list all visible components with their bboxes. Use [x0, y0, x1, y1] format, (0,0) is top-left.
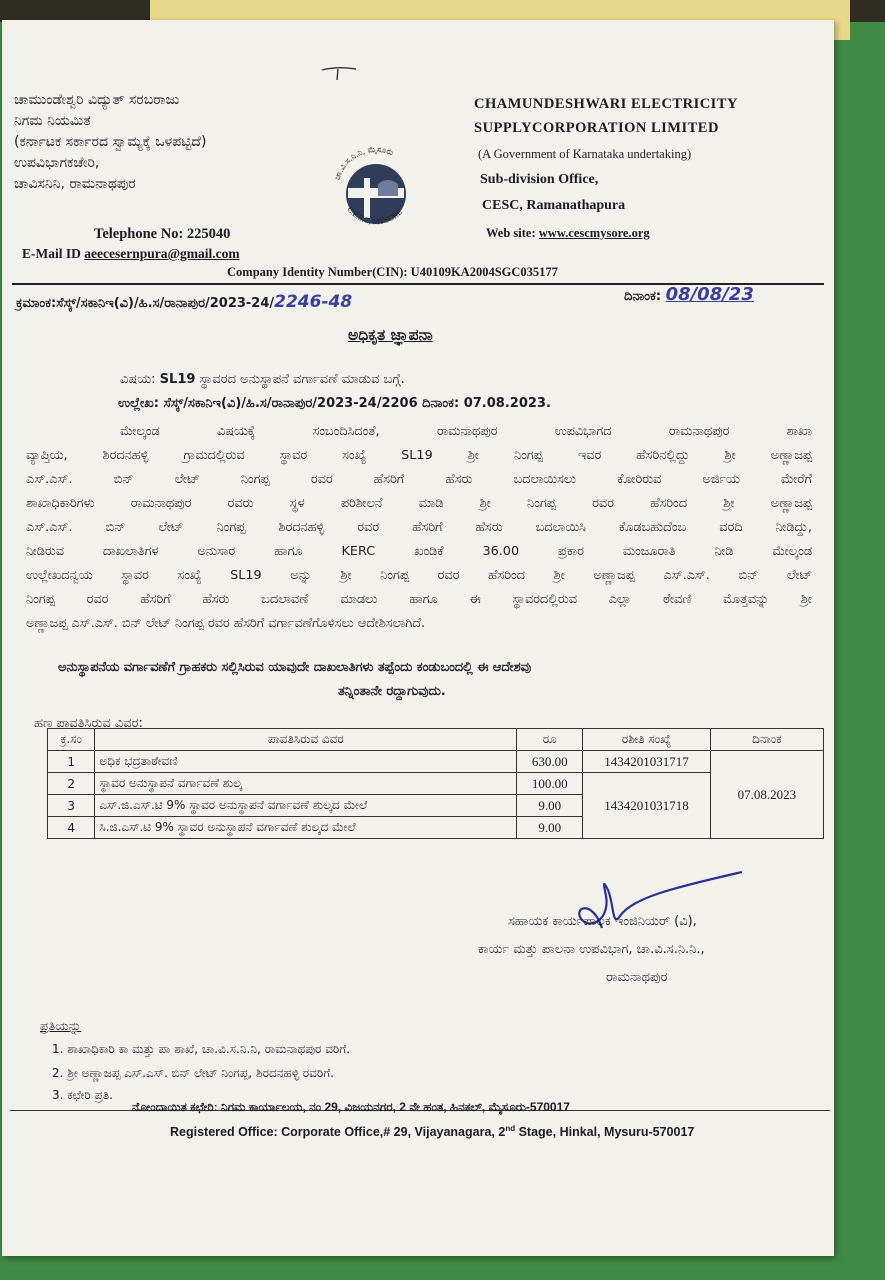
col-header-date: ದಿನಾಂಕ	[710, 729, 823, 751]
cell-sl: 3	[48, 795, 95, 817]
signatory-line-3: ರಾಮನಾಥಪುರ	[606, 970, 668, 985]
cell-amount: 9.00	[517, 795, 583, 817]
header-en-line3: (A Government of Karnataka undertaking)	[478, 147, 692, 161]
body-line: ಉಲ್ಲೇಖದನ್ವಯ ಸ್ಥಾವರ ಸಂಖ್ಯೆ SL19 ಅನ್ನು ಶ್ರೀ ನಿಂಗಪ್ಪ ರವರ ಹೆಸರಿಂದ ಶ್ರೀ ಅಣ್ಣಾಜಪ್ಪ ಎಸ್.ಎಸ್. ಬಿನ್ ಲೇಟ್	[26, 568, 812, 583]
footer-english	[170, 1124, 694, 1139]
body-line: ನೀಡಿರುವ ದಾಖಲಾತಿಗಳ ಅನುಸಾರ ಹಾಗೂ KERC ಖಂಡಿಕೆ 36.00 ಪ್ರಕಾರ ಮಂಜೂರಾತಿ ನೀಡಿ ಮೇಲ್ಕಂಡ	[26, 544, 812, 559]
subject-text: ಸ್ಥಾವರದ ಅನುಸ್ಥಾಪನೆ ವರ್ಗಾವಣೆ ಮಾಡುವ ಬಗ್ಗೆ.	[195, 372, 405, 387]
cell-description: ಸಿ.ಜಿ.ಎಸ್.ಟಿ 9% ಸ್ಥಾವರ ಅನುಸ್ಥಾಪನೆ ವರ್ಗಾವಣೆ ಶುಲ್ಕದ ಮೇಲೆ	[95, 817, 517, 839]
header-kannada	[14, 90, 206, 195]
footer-en-sup: nd	[505, 1124, 516, 1133]
body-line: ನಿಂಗಪ್ಪ ರವರ ಹೆಸರಿಗೆ ಹೆಸರು ಬದಲಾವಣೆ ಮಾಡಲು ಹಾಗೂ ಈ ಸ್ಥಾವರದಲ್ಲಿರುವ ಎಲ್ಲಾ ಠೇವಣಿ ಮೊತ್ತವನ್ನು ಶ್ರೀ	[26, 592, 812, 607]
cin: Company Identity Number(CIN): U40109KA2004SGC035177	[227, 265, 558, 279]
ref-number-handwritten: 2246-48	[274, 292, 353, 312]
website-link[interactable]: www.cescmysore.org	[538, 226, 650, 240]
subject-line	[120, 372, 405, 387]
header-en-line2: SUPPLYCORPORATION LIMITED	[474, 120, 719, 136]
body-line: ಮೇಲ್ಕಂಡ ವಿಷಯಕ್ಕೆ ಸಂಬಂದಿಸಿದಂತೆ, ರಾಮನಾಥಪುರ ಉಪವಿಭಾಗದ ರಾಮನಾಥಪುರ ಶಾಖಾ	[120, 424, 812, 439]
document-title: ಅಧಿಕೃತ ಜ್ಞಾಪನಾ	[348, 326, 433, 344]
body-line: ಅಣ್ಣಾಜಪ್ಪ ಎಸ್.ಎಸ್. ಬಿನ್ ಲೇಟ್ ನಿಂಗಪ್ಪ ರವರ ಹೆಸರಿಗೆ ವರ್ಗಾವಣೆಗೊಳಿಸಲು ಆದೇಶಿಸಲಾಗಿದೆ.	[26, 616, 426, 631]
email-link[interactable]: aeecesernpura@gmail.com	[84, 246, 240, 261]
email-label: E-Mail ID	[22, 246, 85, 261]
copy-to-item: 3. ಕಛೇರಿ ಪ್ರತಿ.	[52, 1088, 113, 1102]
col-header-sl: ಕ್ರ.ಸಂ	[48, 729, 95, 751]
body-paragraph	[26, 420, 812, 636]
cell-amount: 9.00	[517, 817, 583, 839]
copy-to-item: 2. ಶ್ರೀ ಅಣ್ಣಾಜಪ್ಪ ಎಸ್.ಎಸ್. ಬಿನ್ ಲೇಟ್ ನಿಂಗಪ್ಪ, ಶಿರದನಹಳ್ಳಿ ರವರಿಗೆ.	[52, 1066, 334, 1080]
header-kn-line1: ಚಾಮುಂಡೇಶ್ವರಿ ವಿದ್ಯುತ್ ಸರಬರಾಜು	[14, 92, 180, 108]
reference-text: ಸೆಸ್ಕ್/ಸಕಾನಿಇ(ವಿ)/ಹಿ.ಸ/ರಾನಾಪುರ/2023-24/2206 ದಿನಾಂಕ: 07.08.2023.	[163, 396, 551, 411]
header-en-line4: Sub-division Office,	[480, 172, 599, 187]
payment-heading: ಹಣ ಪಾವತಿಸಿರುವ ವಿವರ:	[34, 716, 143, 731]
cell-description: ಸ್ಥಾವರ ಅನುಸ್ಥಾಪನೆ ವರ್ಗಾವಣೆ ಶುಲ್ಕ	[95, 773, 517, 795]
footer-en-part2: Stage, Hinkal, Mysuru-570017	[515, 1125, 695, 1140]
header-kn-line3: (ಕರ್ನಾಟಕ ಸರ್ಕಾರದ ಸ್ವಾಮ್ಯಕ್ಕೆ ಒಳಪಟ್ಟಿದೆ)	[14, 134, 207, 150]
signatory-line-2: ಕಾರ್ಯ ಮತ್ತು ಪಾಲನಾ ಉಪವಿಭಾಗ, ಚಾ.ವಿ.ಸ.ನಿ.ನಿ.,	[478, 942, 705, 957]
header-kn-line5: ಚಾವಿಸನಿನಿ, ರಾಮನಾಥಪುರ	[14, 176, 136, 192]
table-header-row	[48, 729, 824, 751]
cell-date: 07.08.2023	[710, 751, 823, 839]
col-header-amount: ರೂ	[517, 729, 583, 751]
cell-sl: 1	[48, 751, 95, 773]
logo-bottom-text: C.E.S.C, MYSORE	[345, 204, 404, 227]
cesc-logo-icon	[324, 138, 428, 242]
reference-label: ಉಲ್ಲೇಖ:	[118, 396, 164, 411]
body-line: ಎಸ್.ಎಸ್. ಬಿನ್ ಲೇಟ್ ನಿಂಗಪ್ಪ ರವರ ಹೆಸರಿಗೆ ಹೆಸರು ಬದಲಾಯಿಸಲು ಕೋರಿರುವ ಅರ್ಜಿಯ ಮೇರೆಗೆ	[26, 472, 812, 487]
body-line: ವ್ಯಾಪ್ತಿಯ, ಶಿರದನಹಳ್ಳಿ ಗ್ರಾಮದಲ್ಲಿರುವ ಸ್ಥಾವರ ಸಂಖ್ಯೆ SL19 ಶ್ರೀ ನಿಂಗಪ್ಪ ಇವರ ಹೆಸರಿನಲ್ಲಿದ್ದು ಶ್ರೀ ಅಣ್ಣಾಜಪ್ಪ	[26, 448, 812, 463]
email-line	[22, 246, 240, 262]
website-label: Web site:	[486, 226, 539, 240]
document-page	[2, 20, 834, 1256]
subject-installation: SL19	[159, 372, 196, 387]
payment-table	[47, 728, 824, 839]
date-handwritten: 08/08/23	[665, 284, 754, 305]
copy-to-heading: ಪ್ರತಿಯನ್ನು	[40, 1018, 82, 1033]
copy-to-item: 1. ಶಾಖಾಧಿಕಾರಿ ಕಾ ಮತ್ತು ಪಾ ಶಾಖೆ, ಚಾ.ವಿ.ಸ.ನಿ.ನಿ, ರಾಮನಾಥಪುರ ವರಿಗೆ.	[52, 1042, 351, 1056]
ref-label: ಕ್ರಮಾಂಕ:ಸೆಸ್ಕ್/ಸಕಾನಿಇ(ವಿ)/ಹಿ.ಸ/ರಾನಾಪುರ/2023-24/	[16, 296, 275, 311]
cell-description: ಅಧಿಕ ಭದ್ರತಾಠೇವಣಿ	[95, 751, 517, 773]
reference-line	[118, 396, 551, 411]
table-row	[48, 751, 824, 773]
cell-sl: 2	[48, 773, 95, 795]
date-label: ದಿನಾಂಕ:	[624, 289, 662, 304]
reference-number-line	[16, 292, 352, 312]
header-kn-line4: ಉಪವಿಭಾಗಕಚೇರಿ,	[14, 155, 100, 171]
logo-top-text: ಚಾ.ವಿ.ಸ.ನಿ.ನಿ, ಮೈಸೂರು	[332, 144, 395, 182]
header-en-line5: CESC, Ramanathapura	[482, 198, 626, 213]
date-line	[624, 284, 754, 305]
table-row	[48, 773, 824, 795]
pen-mark-icon	[320, 64, 360, 84]
subject-label: ವಿಷಯ:	[120, 372, 160, 387]
footer-kannada: ನೋಂದಾಯಿತ ಕಛೇರಿ: ನಿಗಮ ಕಾರ್ಯಾಲಯ, ನಂ 29, ವಿಜಯನಗರ, 2 ನೇ ಹಂತ, ಹಿನಕಲ್, ಮೈಸೂರು-570017	[132, 1100, 570, 1114]
cell-sl: 4	[48, 817, 95, 839]
body-line: ಎಸ್.ಎಸ್. ಬಿನ್ ಲೇಟ್ ನಿಂಗಪ್ಪ ಶಿರದನಹಳ್ಳಿ ರವರ ಹೆಸರಿಗೆ ಹೆಸರು ಬದಲಾಯಿಸಿ ಕೊಡಬಹುದೆಂಬ ವರದಿ ನೀಡಿದ್ದು,	[26, 520, 812, 535]
body-line: ಶಾಖಾಧಿಕಾರಿಗಳು ರಾಮನಾಥಪುರ ರವರು ಸ್ಥಳ ಪರಿಶೀಲನೆ ಮಾಡಿ ಶ್ರೀ ನಿಂಗಪ್ಪ ರವರ ಹೆಸರಿಂದ ಶ್ರೀ ಅಣ್ಣಾಜಪ್ಪ	[26, 496, 812, 511]
cell-amount: 100.00	[517, 773, 583, 795]
cell-amount: 630.00	[517, 751, 583, 773]
website-line	[486, 226, 650, 241]
cell-description: ಎಸ್.ಜಿ.ಎಸ್.ಟಿ 9% ಸ್ಥಾವರ ಅನುಸ್ಥಾಪನೆ ವರ್ಗಾವಣೆ ಶುಲ್ಕದ ಮೇಲೆ	[95, 795, 517, 817]
warning-line-1: ಅನುಸ್ಥಾಪನೆಯ ವರ್ಗಾವಣೆಗೆ ಗ್ರಾಹಕರು ಸಲ್ಲಿಸಿರುವ ಯಾವುದೇ ದಾಖಲಾತಿಗಳು ತಪ್ಪೆಂದು ಕಂಡುಬಂದಲ್ಲಿ ಈ ಆದೇಶವು	[58, 660, 532, 675]
signatory-line-1: ಸಹಾಯಕ ಕಾರ್ಯಪಾಲಕ ಇಂಜಿನಿಯರ್ (ವಿ),	[508, 914, 697, 929]
col-header-receipt: ರಶೀತಿ ಸಂಖ್ಯೆ	[583, 729, 711, 751]
telephone: Telephone No: 225040	[94, 226, 231, 242]
cell-receipt: 1434201031717	[583, 751, 711, 773]
header-en-line1: CHAMUNDESHWARI ELECTRICITY	[474, 96, 738, 112]
footer-en-part1: Registered Office: Corporate Office,# 29, Vijayanagara, 2	[170, 1125, 506, 1140]
warning-line-2: ತನ್ನಿಂತಾನೇ ರದ್ದಾಗುವುದು.	[338, 684, 446, 699]
header-kn-line2: ನಿಗಮ ನಿಯಮಿತ	[14, 113, 91, 129]
cell-receipt: 1434201031718	[583, 773, 711, 839]
col-header-description: ಪಾವತಿಸಿರುವ ವಿವರ	[95, 729, 517, 751]
